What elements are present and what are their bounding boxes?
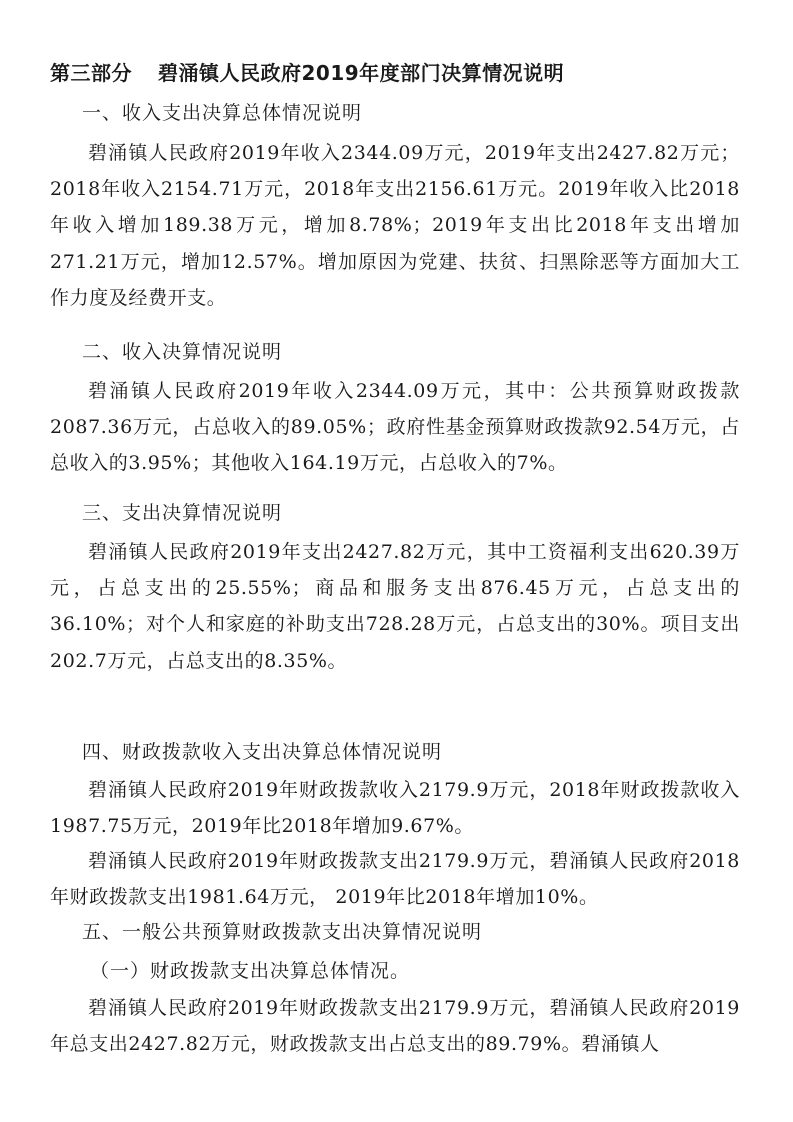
section-heading-2: 二、收入决算情况说明 xyxy=(82,341,283,363)
section-3-paragraph-1: 碧涌镇人民政府2019年支出2427.82万元，其中工资福利支出620.39万元，占总支出的25.55%；商品和服务支出876.45万元，占总支出的36.10%；对个人和家庭的补助支出728.28万元，占总支出的30%。项目支出202.7万元，占总支出的8.35%。 xyxy=(50,541,740,672)
section-heading-4: 四、财政拨款收入支出决算总体情况说明 xyxy=(82,741,443,763)
section-heading-1: 一、收入支出决算总体情况说明 xyxy=(82,102,363,124)
document-title xyxy=(50,58,750,88)
subsection-heading-5-1: （一）财政拨款支出决算总体情况。 xyxy=(90,960,411,982)
section-heading-5: 五、一般公共预算财政拨款支出决算情况说明 xyxy=(82,921,483,943)
section-1-paragraph-1: 碧涌镇人民政府2019年收入2344.09万元，2019年支出2427.82万元；2018年收入2154.71万元，2018年支出2156.61万元。2019年收入比2018年收入增加189.38万元，增加8.78%；2019年支出比2018年支出增加271.21万元，增加12.57%。增加原因为党建、扶贫、扫黑除恶等方面加大工作力度及经费开支。 xyxy=(50,142,740,309)
section-4-paragraph-2: 碧涌镇人民政府2019年财政拨款支出2179.9万元，碧涌镇人民政府2018年财政拨款支出1981.64万元， 2019年比2018年增加10%。 xyxy=(50,850,740,909)
section-2-paragraph-1: 碧涌镇人民政府2019年收入2344.09万元，其中：公共预算财政拨款2087.36万元，占总收入的89.05%；政府性基金预算财政拨款92.54万元，占总收入的3.95%；其他收入164.19万元，占总收入的7%。 xyxy=(50,380,740,475)
section-heading-3: 三、支出决算情况说明 xyxy=(82,502,283,524)
section-4-paragraph-1: 碧涌镇人民政府2019年财政拨款收入2179.9万元，2018年财政拨款收入1987.75万元，2019年比2018年增加9.67%。 xyxy=(50,779,740,838)
title-part: 第三部分 xyxy=(50,61,132,85)
title-main: 碧涌镇人民政府2019年度部门决算情况说明 xyxy=(158,61,565,85)
section-5-paragraph-1: 碧涌镇人民政府2019年财政拨款支出2179.9万元，碧涌镇人民政府2019年总支出2427.82万元，财政拨款支出占总支出的89.79%。碧涌镇人 xyxy=(50,997,740,1056)
